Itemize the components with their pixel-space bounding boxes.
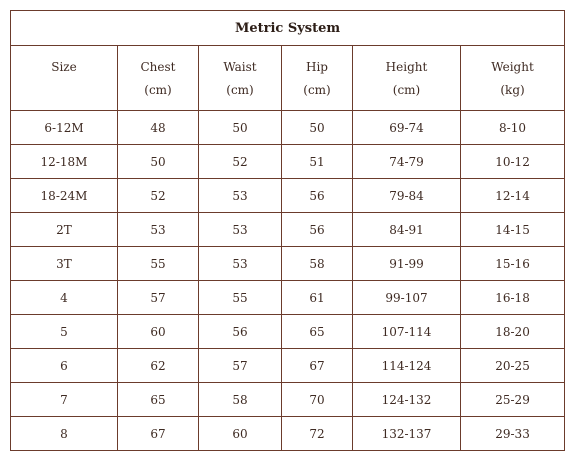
- header-label: Height: [385, 60, 428, 74]
- cell-weight: 14-15: [461, 213, 565, 247]
- cell-height: 84-91: [353, 213, 461, 247]
- cell-weight: 16-18: [461, 281, 565, 315]
- cell-weight: 15-16: [461, 247, 565, 281]
- cell-hip: 70: [282, 383, 353, 417]
- cell-chest: 48: [118, 111, 199, 145]
- cell-height: 107-114: [353, 315, 461, 349]
- cell-height: 74-79: [353, 145, 461, 179]
- cell-chest: 60: [118, 315, 199, 349]
- table-row: [11, 281, 565, 315]
- cell-waist: 60: [199, 417, 282, 451]
- cell-chest: 57: [118, 281, 199, 315]
- table-row: [11, 179, 565, 213]
- table-row: [11, 111, 565, 145]
- header-label: Weight: [491, 60, 534, 74]
- cell-hip: 65: [282, 315, 353, 349]
- cell-waist: 55: [199, 281, 282, 315]
- header-unit: (cm): [144, 83, 172, 97]
- cell-waist: 58: [199, 383, 282, 417]
- cell-weight: 12-14: [461, 179, 565, 213]
- cell-waist: 52: [199, 145, 282, 179]
- table-row: [11, 213, 565, 247]
- cell-size: 8: [11, 417, 118, 451]
- table-row: [11, 145, 565, 179]
- table-row: [11, 247, 565, 281]
- cell-size: 6-12M: [11, 111, 118, 145]
- title-row: [11, 11, 565, 46]
- cell-chest: 67: [118, 417, 199, 451]
- cell-chest: 65: [118, 383, 199, 417]
- cell-chest: 62: [118, 349, 199, 383]
- cell-height: 91-99: [353, 247, 461, 281]
- header-label: Hip: [306, 60, 328, 74]
- table-row: [11, 349, 565, 383]
- cell-hip: 58: [282, 247, 353, 281]
- cell-size: 5: [11, 315, 118, 349]
- cell-weight: 29-33: [461, 417, 565, 451]
- cell-size: 2T: [11, 213, 118, 247]
- cell-weight: 18-20: [461, 315, 565, 349]
- cell-height: 99-107: [353, 281, 461, 315]
- cell-size: 12-18M: [11, 145, 118, 179]
- cell-waist: 53: [199, 247, 282, 281]
- header-weight: [461, 46, 565, 111]
- cell-chest: 53: [118, 213, 199, 247]
- table-title: Metric System: [11, 11, 565, 46]
- cell-size: 18-24M: [11, 179, 118, 213]
- cell-size: 7: [11, 383, 118, 417]
- header-row: [11, 46, 565, 111]
- table-row: [11, 383, 565, 417]
- cell-hip: 51: [282, 145, 353, 179]
- header-unit: (cm): [303, 83, 331, 97]
- cell-height: 69-74: [353, 111, 461, 145]
- table-row: [11, 315, 565, 349]
- cell-weight: 8-10: [461, 111, 565, 145]
- cell-chest: 50: [118, 145, 199, 179]
- cell-chest: 55: [118, 247, 199, 281]
- size-chart-table: [10, 10, 565, 451]
- cell-hip: 50: [282, 111, 353, 145]
- cell-waist: 53: [199, 179, 282, 213]
- cell-height: 79-84: [353, 179, 461, 213]
- header-height: [353, 46, 461, 111]
- cell-hip: 56: [282, 213, 353, 247]
- cell-weight: 25-29: [461, 383, 565, 417]
- header-hip: [282, 46, 353, 111]
- cell-size: 4: [11, 281, 118, 315]
- cell-height: 114-124: [353, 349, 461, 383]
- header-label: Chest: [140, 60, 176, 74]
- cell-waist: 56: [199, 315, 282, 349]
- cell-size: 6: [11, 349, 118, 383]
- cell-hip: 72: [282, 417, 353, 451]
- cell-height: 132-137: [353, 417, 461, 451]
- header-unit: (kg): [500, 83, 525, 97]
- header-size: [11, 46, 118, 111]
- cell-size: 3T: [11, 247, 118, 281]
- header-label: Size: [51, 60, 77, 74]
- cell-hip: 56: [282, 179, 353, 213]
- header-unit: (cm): [226, 83, 254, 97]
- header-label: Waist: [223, 60, 257, 74]
- cell-hip: 61: [282, 281, 353, 315]
- table-row: [11, 417, 565, 451]
- cell-waist: 53: [199, 213, 282, 247]
- header-waist: [199, 46, 282, 111]
- cell-waist: 50: [199, 111, 282, 145]
- header-chest: [118, 46, 199, 111]
- cell-height: 124-132: [353, 383, 461, 417]
- header-unit: (cm): [392, 83, 421, 97]
- cell-hip: 67: [282, 349, 353, 383]
- cell-waist: 57: [199, 349, 282, 383]
- cell-chest: 52: [118, 179, 199, 213]
- cell-weight: 10-12: [461, 145, 565, 179]
- cell-weight: 20-25: [461, 349, 565, 383]
